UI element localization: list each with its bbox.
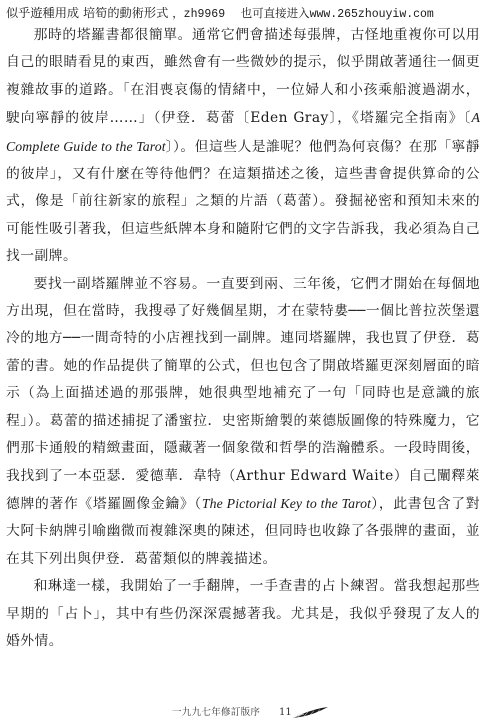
paragraph-1-part-2: 〕）。但這些人是誰呢？他們為何哀傷？在那「寧靜的彼岸」，又有什麼在等待他們？在這類描述之後，這些書會提供算命的公式，像是「前往新家的旅程」之類的片語（葛蕾）。發掘祕密和預知未來的可能性吸引著我，但這些紙牌本身和隨附它們的文字告訴我，我必須為自己找一副牌。 [6,138,480,265]
book-title-complete-guide: A Complete Guide to the Tarot [6,110,480,154]
paragraph-1 [6,22,480,271]
paragraph-2 [6,271,480,573]
header-title-text: 似乎遊種用成 培筍的動術形式 [6,6,169,20]
footer-edition-label: 一九九七年修訂版序 [172,707,261,718]
direct-access-note: 也可直接进入www.265zhouyiw.com [240,8,434,21]
paragraph-3-text: 和琳達一樣，我開始了一手翻牌，一手查書的占卜練習。當我想起那些早期的「占卜」，其中有些仍深深震撼著我。尤其是，我似乎發現了友人的婚外情。 [6,578,480,649]
feather-ornament-icon [290,706,330,720]
paragraph-1-part-1: 那時的塔羅書都很簡單。通常它們會描述每張牌，古怪地重複你可以用自己的眼睛看見的東西，雖然會有一些微妙的提示，似乎開啟著通往一個更複雜故事的道路。「在泪喪哀傷的情緒中，一位婦人和小孩乘船渡過湖水，駛向寧靜的彼岸……」（伊登．葛蕾〔Eden Gray〕，《塔羅完全指南》〔 [6,27,480,127]
page-footer [0,703,485,723]
upload-note: ，zh9969 [172,8,226,21]
paragraph-2-part-2: ），此書包含了對大阿卡納牌引喻幽微而複雜深奧的陳述，但同時也收錄了各張牌的畫面，並在其下列出與伊登．葛蕾類似的牌義描述。 [6,495,480,567]
paragraph-3 [6,573,480,655]
book-title-pictorial-key: The Pictorial Key to the Tarot [201,495,372,511]
paragraph-2-part-1: 要找一副塔羅牌並不容易。一直要到兩、三年後，它們才開始在每個地方出現，但在當時，我搜尋了好幾個星期，才在蒙特婁──一個比普拉茨堡還冷的地方──一間奇特的小店裡找到一副牌。連同塔羅牌，我也買了伊登．葛蕾的書。她的作品提供了簡單的公式，但也包含了開啟塔羅更深刻層面的暗示（為上面描述過的那張牌，她很典型地補充了一句「同時也是意識的旅程」）。葛蕾的描述捕捉了潘蜜拉．史密斯繪製的萊德版圖像的特殊魔力，它們那卡通般的精緻畫面，隱藏著一個象徵和哲學的浩瀚體系。一段時間後，我找到了一本亞瑟．愛德華．韋特（Arthur Edward Waite）自己闡釋萊德牌的著作《塔羅圖像金鑰》（ [6,275,480,512]
page-header-watermark [6,4,482,22]
page-number: 11 [279,707,292,718]
body-text [6,22,480,655]
